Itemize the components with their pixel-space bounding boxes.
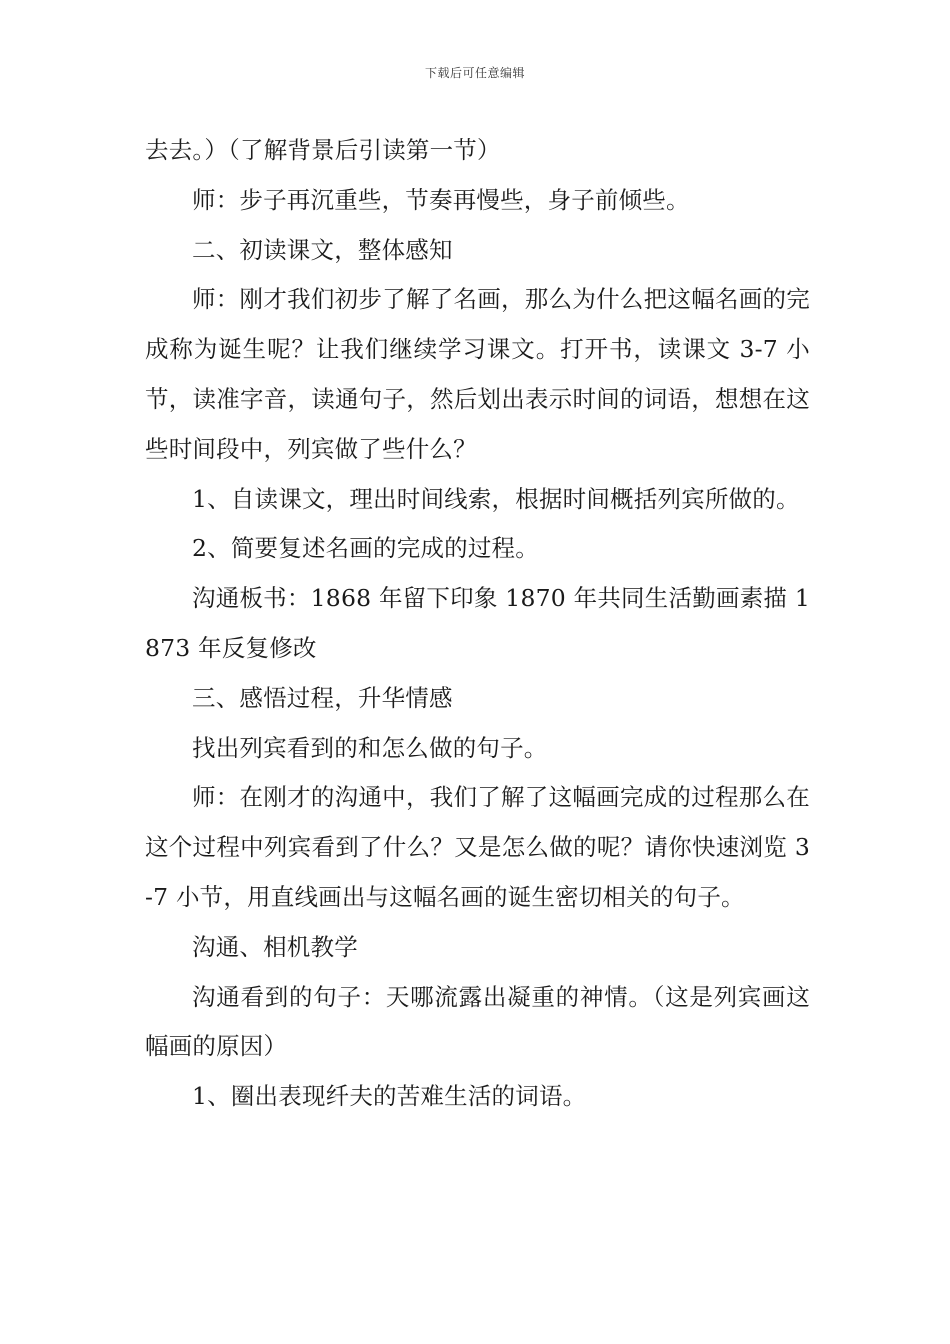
paragraph: 沟通板书：1868 年留下印象 1870 年共同生活勤画素描 1873 年反复修改 [145,584,810,662]
list-item: 1、自读课文，理出时间线索，根据时间概括列宾所做的。 [192,484,800,513]
list-item: 2、简要复述名画的完成的过程。 [192,534,539,563]
page-header: 下载后可任意编辑 [424,66,525,80]
paragraph: 找出列宾看到的和怎么做的句子。 [192,733,548,762]
section-heading: 三、感悟过程，升华情感 [192,683,453,712]
paragraph: 沟通、相机教学 [192,932,358,961]
document-body [145,126,810,1122]
list-item: 1、圈出表现纤夫的苦难生活的词语。 [192,1082,587,1111]
paragraph: 师：步子再沉重些，节奏再慢些，身子前倾些。 [192,185,690,214]
paragraph: 去去。）（了解背景后引读第一节） [145,136,501,164]
paragraph: 沟通看到的句子：天哪流露出凝重的神情。（这是列宾画这幅画的原因） [145,982,810,1061]
section-heading: 二、初读课文，整体感知 [192,235,453,264]
paragraph: 师：刚才我们初步了解了名画，那么为什么把这幅名画的完成称为诞生呢？让我们继续学习课文。打开书，读课文 3-7 小节，读准字音，读通句子，然后划出表示时间的词语，想想在这些时间段中，列宾做了些什么？ [145,285,810,463]
paragraph: 师：在刚才的沟通中，我们了解了这幅画完成的过程那么在这个过程中列宾看到了什么？又是怎么做的呢？请你快速浏览 3-7 小节，用直线画出与这幅名画的诞生密切相关的句子。 [145,783,810,911]
